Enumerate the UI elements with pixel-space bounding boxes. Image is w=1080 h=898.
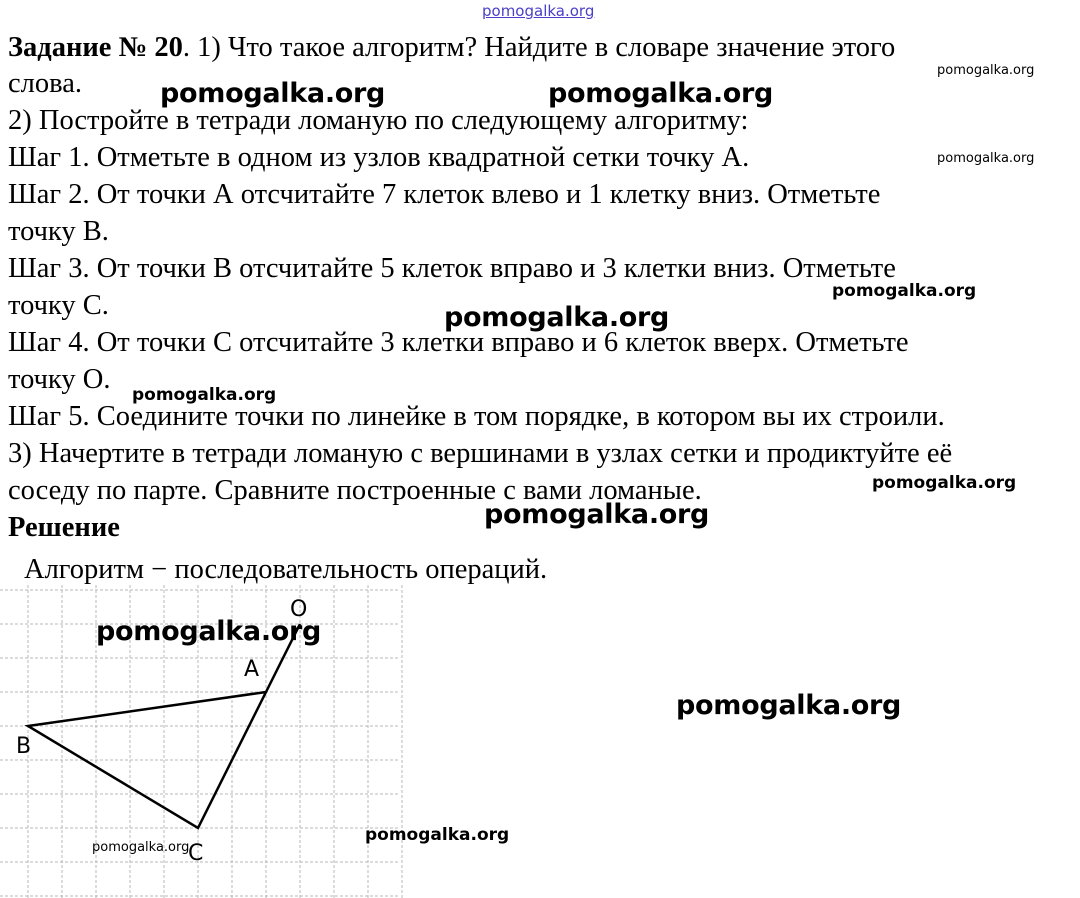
watermark: pomogalka.org [444, 302, 670, 333]
watermark: pomogalka.org [676, 690, 902, 721]
watermark: pomogalka.org [96, 616, 322, 647]
solution-heading [8, 510, 120, 546]
task-line-1 [8, 30, 895, 66]
step-2: Шаг 2. От точки А отсчитайте 7 клеток влево и 1 клетку вниз. Отметьте [8, 179, 881, 210]
task-line-2: слова. [8, 68, 82, 99]
watermark: pomogalka.org [832, 281, 977, 301]
solution-heading-text: Решение [8, 512, 120, 543]
task-title: Задание № 20 [8, 32, 183, 63]
task-line-12: 3) Начертите в тетради ломаную с вершинами в узлах сетки и продиктуйте её [8, 438, 953, 469]
task-line-13: соседу по парте. Сравните построенные с вами ломаные. [8, 475, 702, 506]
point-label-b: B [16, 734, 32, 759]
watermark-top[interactable]: pomogalka.org [482, 2, 595, 20]
watermark: pomogalka.org [872, 473, 1017, 493]
point-label-c: C [188, 841, 204, 866]
task-line-3: 2) Постройте в тетради ломаную по следующему алгоритму: [8, 105, 749, 136]
watermark: pomogalka.org [937, 151, 1035, 166]
watermark: pomogalka.org [548, 78, 774, 109]
task-question-1: . 1) Что такое алгоритм? Найдите в словаре значение этого [182, 32, 896, 63]
step-3: Шаг 3. От точки В отсчитайте 5 клеток вправо и 3 клетки вниз. Отметьте [8, 253, 896, 284]
point-label-a: A [244, 657, 260, 682]
watermark: pomogalka.org [484, 499, 710, 530]
watermark: pomogalka.org [132, 385, 277, 405]
step-1: Шаг 1. Отметьте в одном из узлов квадратной сетки точку А. [8, 142, 750, 173]
watermark: pomogalka.org [160, 78, 386, 109]
step-2-cont: точку В. [8, 216, 109, 247]
watermark: pomogalka.org [365, 825, 510, 845]
step-5: Шаг 5. Соедините точки по линейке в том порядке, в котором вы их строили. [8, 401, 945, 432]
step-3-cont: точку С. [8, 290, 109, 321]
watermark: pomogalka.org [937, 63, 1035, 78]
step-4: Шаг 4. От точки С отсчитайте 3 клетки вправо и 6 клеток вверх. Отметьте [8, 327, 909, 358]
point-label-o: O [290, 597, 308, 622]
step-4-cont: точку О. [8, 364, 111, 395]
watermark: pomogalka.org [92, 840, 190, 855]
solution-answer: Алгоритм − последовательность операций. [24, 554, 548, 585]
